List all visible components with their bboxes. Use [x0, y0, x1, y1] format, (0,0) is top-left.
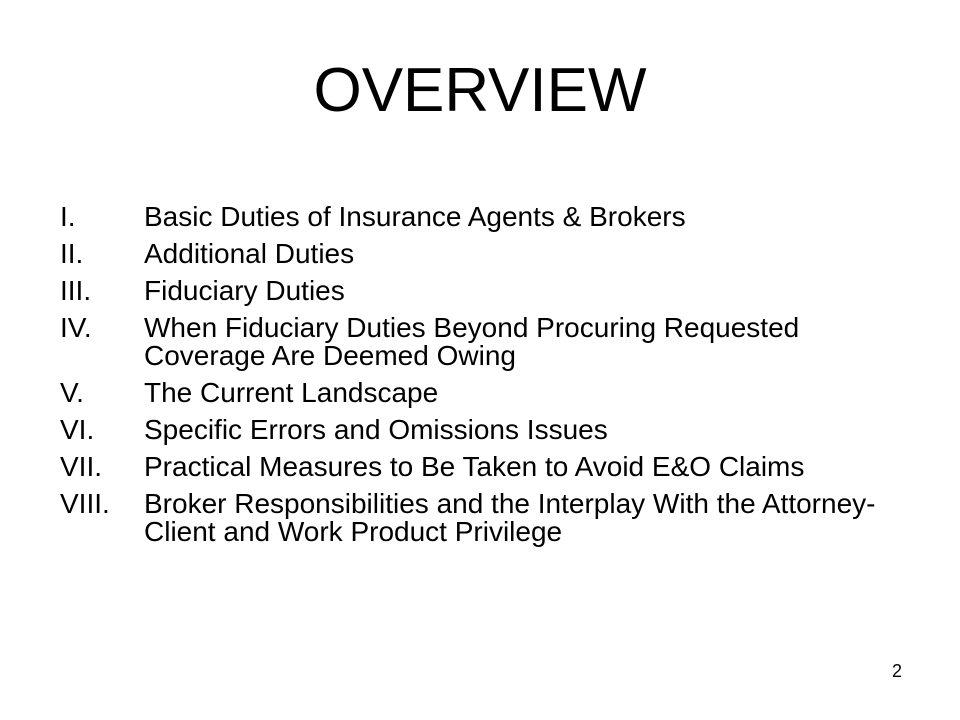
item-numeral: IV. [60, 312, 92, 343]
item-numeral: III. [60, 275, 92, 306]
item-numeral: I. [60, 201, 76, 232]
outline-item [60, 490, 910, 546]
outline-item [60, 277, 910, 305]
outline-item [60, 240, 910, 268]
item-text: Additional Duties [144, 238, 355, 269]
outline-list [60, 203, 910, 555]
item-numeral: VIII. [60, 488, 110, 519]
page-number: 2 [891, 661, 902, 681]
item-text: Broker Responsibilities and the Interplay With the Attorney-Client and Work Product Privilege [144, 488, 876, 547]
item-numeral: VII. [60, 451, 103, 482]
outline-item [60, 453, 910, 481]
item-text: Specific Errors and Omissions Issues [144, 414, 608, 445]
item-numeral: V. [60, 377, 84, 408]
item-text: Practical Measures to Be Taken to Avoid E&O Claims [144, 451, 805, 482]
item-text: Fiduciary Duties [144, 275, 345, 306]
item-text: The Current Landscape [144, 377, 439, 408]
item-numeral: II. [60, 238, 84, 269]
outline-item [60, 203, 910, 231]
slide-title: OVERVIEW [313, 56, 647, 125]
item-text: Basic Duties of Insurance Agents & Brokers [144, 201, 686, 232]
outline-item [60, 314, 910, 370]
outline-item [60, 379, 910, 407]
item-numeral: VI. [60, 414, 95, 445]
outline-item [60, 416, 910, 444]
item-text: When Fiduciary Duties Beyond Procuring Requested Coverage Are Deemed Owing [144, 312, 800, 371]
